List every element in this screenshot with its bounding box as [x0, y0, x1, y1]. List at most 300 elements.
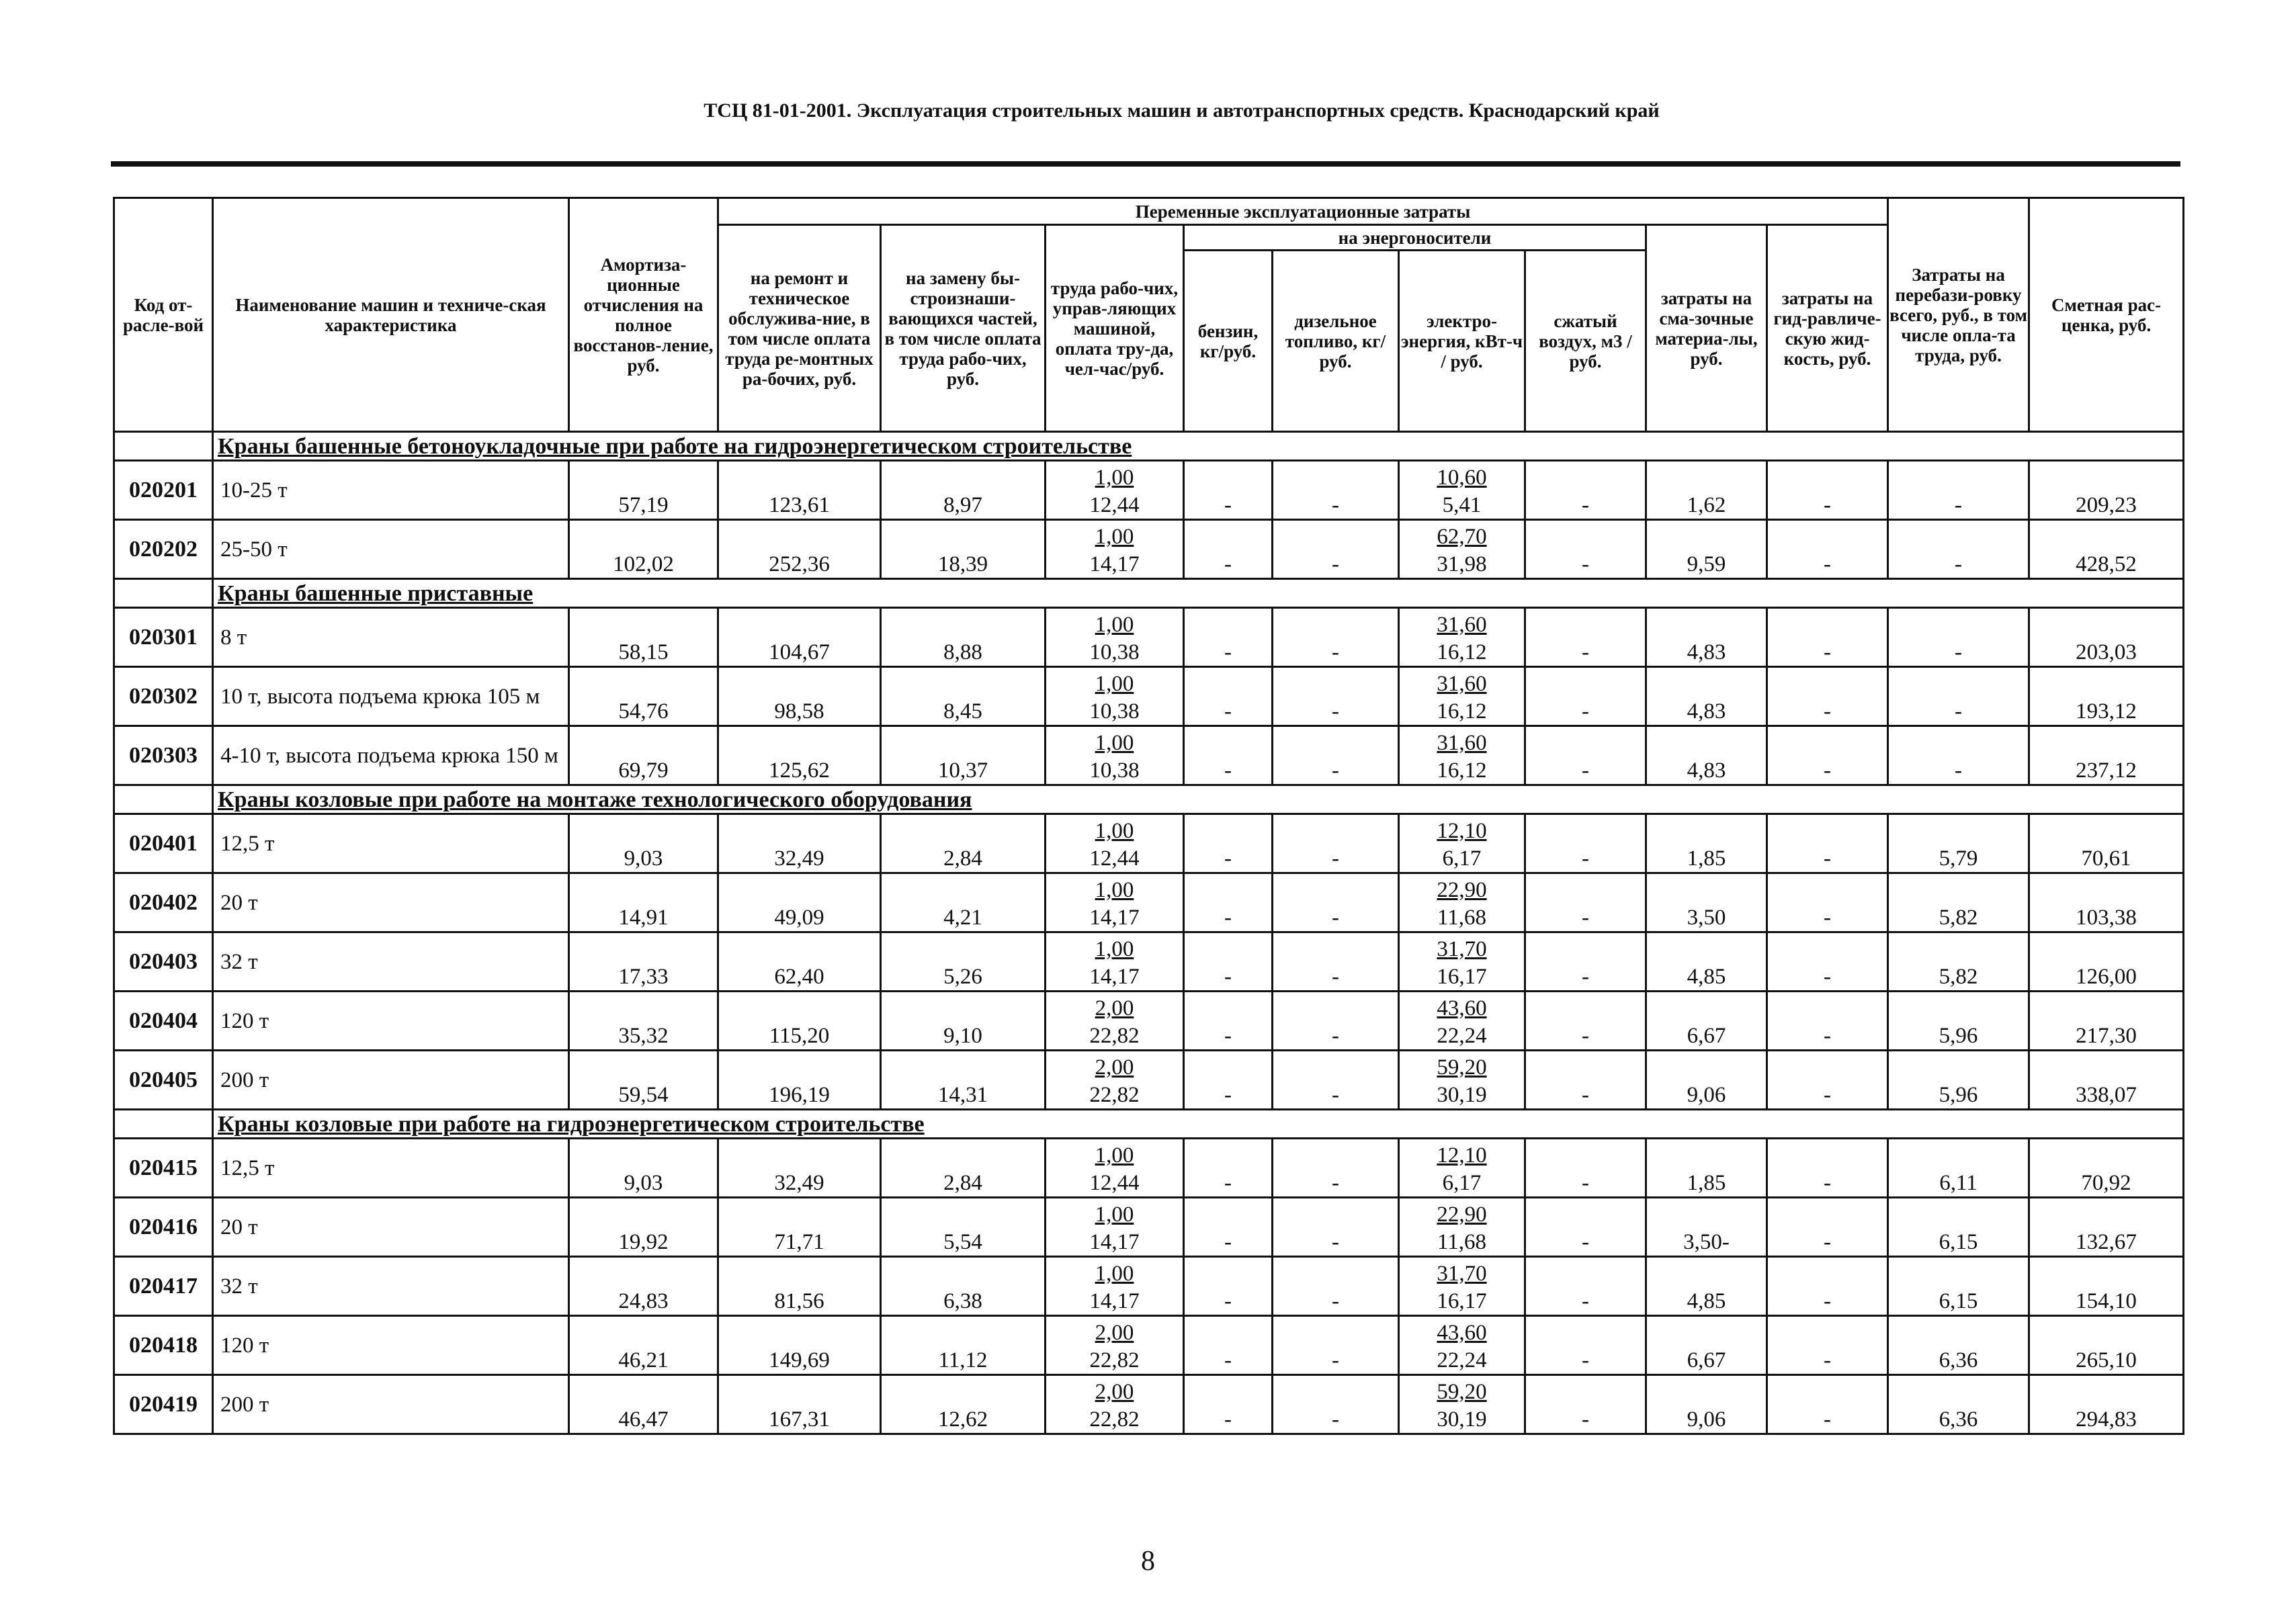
row-petrol: -	[1184, 992, 1273, 1051]
table-row	[114, 932, 2184, 992]
row-electric	[1399, 1139, 1525, 1198]
row-electric-bottom: 31,98	[1437, 552, 1487, 576]
row-name: 32 т	[213, 1257, 569, 1316]
row-name: 120 т	[213, 1316, 569, 1375]
row-hydraulic: -	[1767, 520, 1888, 579]
row-diesel: -	[1273, 1257, 1399, 1316]
row-amort: 46,21	[569, 1316, 718, 1375]
row-labor-bottom: 14,17	[1089, 1289, 1140, 1313]
row-code: 020419	[114, 1375, 213, 1434]
row-labor-top: 1,00	[1095, 672, 1134, 696]
section-row	[114, 579, 2184, 608]
row-petrol: -	[1184, 520, 1273, 579]
row-amort: 69,79	[569, 726, 718, 785]
row-amort: 54,76	[569, 667, 718, 726]
section-title-text: Краны башенные приставные	[218, 581, 534, 606]
row-wear: 4,21	[881, 873, 1046, 932]
section-code-blank	[114, 785, 213, 814]
row-labor	[1046, 932, 1184, 992]
row-name: 10 т, высота подъема крюка 105 м	[213, 667, 569, 726]
row-labor	[1046, 1375, 1184, 1434]
row-amort: 19,92	[569, 1198, 718, 1257]
row-labor	[1046, 726, 1184, 785]
row-electric	[1399, 1198, 1525, 1257]
row-labor-bottom: 22,82	[1089, 1407, 1140, 1432]
row-estimate: 209,23	[2029, 461, 2184, 520]
row-labor-top: 1,00	[1095, 525, 1134, 549]
row-diesel: -	[1273, 1139, 1399, 1198]
row-labor	[1046, 992, 1184, 1051]
row-labor-bottom: 12,44	[1089, 846, 1140, 871]
row-diesel: -	[1273, 992, 1399, 1051]
row-relocation: 5,82	[1888, 873, 2029, 932]
row-diesel: -	[1273, 461, 1399, 520]
row-labor-bottom: 14,17	[1089, 1230, 1140, 1254]
row-labor-top: 2,00	[1095, 1321, 1134, 1345]
row-lubricant: 3,50	[1646, 873, 1767, 932]
row-repair: 149,69	[718, 1316, 881, 1375]
row-hydraulic: -	[1767, 726, 1888, 785]
col-petrol-header: бензин, кг/руб.	[1184, 251, 1273, 432]
row-labor	[1046, 1257, 1184, 1316]
row-petrol: -	[1184, 814, 1273, 873]
row-electric-bottom: 11,68	[1437, 1230, 1487, 1254]
section-code-blank	[114, 1110, 213, 1139]
row-labor-bottom: 14,17	[1089, 552, 1140, 576]
row-relocation: -	[1888, 608, 2029, 667]
row-lubricant: 4,85	[1646, 932, 1767, 992]
row-name: 20 т	[213, 873, 569, 932]
row-lubricant: 1,85	[1646, 1139, 1767, 1198]
energy-header: на энергоносители	[1184, 225, 1646, 251]
row-code: 020201	[114, 461, 213, 520]
page-number: 8	[1141, 1546, 1155, 1577]
row-name: 200 т	[213, 1375, 569, 1434]
row-code: 020404	[114, 992, 213, 1051]
row-hydraulic: -	[1767, 1051, 1888, 1110]
row-lubricant: 4,83	[1646, 667, 1767, 726]
table-row	[114, 1198, 2184, 1257]
row-electric-top: 31,60	[1437, 672, 1487, 696]
row-name: 25-50 т	[213, 520, 569, 579]
row-electric-top: 22,90	[1437, 1202, 1487, 1227]
row-repair: 104,67	[718, 608, 881, 667]
row-labor-top: 1,00	[1095, 731, 1134, 755]
page-header-text: ТСЦ 81-01-2001. Эксплуатация строительных машин и автотранспортных средств. Краснодарский край	[704, 99, 1660, 122]
row-labor	[1046, 873, 1184, 932]
row-amort: 17,33	[569, 932, 718, 992]
row-petrol: -	[1184, 726, 1273, 785]
row-petrol: -	[1184, 608, 1273, 667]
row-labor	[1046, 1139, 1184, 1198]
row-labor-bottom: 12,44	[1089, 493, 1140, 517]
row-labor	[1046, 1316, 1184, 1375]
row-estimate: 126,00	[2029, 932, 2184, 992]
row-repair: 115,20	[718, 992, 881, 1051]
row-lubricant: 4,85	[1646, 1257, 1767, 1316]
row-amort: 24,83	[569, 1257, 718, 1316]
row-labor	[1046, 520, 1184, 579]
row-code: 020303	[114, 726, 213, 785]
row-hydraulic: -	[1767, 932, 1888, 992]
row-code: 020405	[114, 1051, 213, 1110]
row-estimate: 103,38	[2029, 873, 2184, 932]
row-electric	[1399, 1051, 1525, 1110]
row-air: -	[1525, 992, 1646, 1051]
row-estimate: 193,12	[2029, 667, 2184, 726]
row-petrol: -	[1184, 667, 1273, 726]
table-row	[114, 1316, 2184, 1375]
row-electric	[1399, 667, 1525, 726]
row-repair: 71,71	[718, 1198, 881, 1257]
row-labor-top: 1,00	[1095, 613, 1134, 637]
row-labor	[1046, 667, 1184, 726]
row-air: -	[1525, 667, 1646, 726]
col-diesel-header: дизельное топливо, кг/руб.	[1273, 251, 1399, 432]
row-air: -	[1525, 520, 1646, 579]
section-title-text: Краны козловые при работе на монтаже технологического оборудования	[218, 787, 972, 812]
table-row	[114, 873, 2184, 932]
row-estimate: 132,67	[2029, 1198, 2184, 1257]
section-title	[213, 579, 2184, 608]
col-labor-header: труда рабо-чих, управ-ляющих машиной, оплата тру-да, чел-час/руб.	[1046, 225, 1184, 432]
row-amort: 9,03	[569, 1139, 718, 1198]
row-air: -	[1525, 932, 1646, 992]
table-row	[114, 667, 2184, 726]
row-wear: 11,12	[881, 1316, 1046, 1375]
row-relocation: 5,96	[1888, 1051, 2029, 1110]
row-electric-bottom: 16,12	[1437, 699, 1487, 724]
row-hydraulic: -	[1767, 873, 1888, 932]
row-electric-bottom: 5,41	[1442, 493, 1482, 517]
section-title	[213, 1110, 2184, 1139]
table-body	[114, 432, 2184, 1434]
row-air: -	[1525, 814, 1646, 873]
row-electric-top: 43,60	[1437, 1321, 1487, 1345]
row-relocation: -	[1888, 667, 2029, 726]
row-electric-top: 31,70	[1437, 1262, 1487, 1286]
row-name: 120 т	[213, 992, 569, 1051]
row-electric	[1399, 1316, 1525, 1375]
table-row	[114, 726, 2184, 785]
row-amort: 9,03	[569, 814, 718, 873]
row-electric	[1399, 1375, 1525, 1434]
row-labor-bottom: 10,38	[1089, 699, 1140, 724]
row-relocation: 6,11	[1888, 1139, 2029, 1198]
row-relocation: 5,96	[1888, 992, 2029, 1051]
row-relocation: 6,15	[1888, 1257, 2029, 1316]
row-electric-bottom: 16,17	[1437, 1289, 1487, 1313]
row-electric-top: 10,60	[1437, 466, 1487, 490]
row-relocation: -	[1888, 726, 2029, 785]
row-labor-bottom: 22,82	[1089, 1024, 1140, 1048]
row-electric	[1399, 992, 1525, 1051]
row-wear: 9,10	[881, 992, 1046, 1051]
row-estimate: 338,07	[2029, 1051, 2184, 1110]
row-estimate: 217,30	[2029, 992, 2184, 1051]
row-code: 020418	[114, 1316, 213, 1375]
row-electric-bottom: 11,68	[1437, 906, 1487, 930]
row-lubricant: 9,59	[1646, 520, 1767, 579]
col-estimate-header: Сметная рас-ценка, руб.	[2029, 198, 2184, 432]
row-hydraulic: -	[1767, 814, 1888, 873]
row-hydraulic: -	[1767, 608, 1888, 667]
row-amort: 102,02	[569, 520, 718, 579]
row-electric-top: 62,70	[1437, 525, 1487, 549]
row-labor-top: 1,00	[1095, 937, 1134, 961]
row-estimate: 70,92	[2029, 1139, 2184, 1198]
row-electric-top: 31,70	[1437, 937, 1487, 961]
row-electric-bottom: 16,12	[1437, 758, 1487, 783]
row-electric-top: 12,10	[1437, 1143, 1487, 1168]
row-petrol: -	[1184, 1051, 1273, 1110]
col-relocation-header: Затраты на перебази-ровку всего, руб., в том числе опла-та труда, руб.	[1888, 198, 2029, 432]
row-electric-top: 43,60	[1437, 996, 1487, 1020]
section-row	[114, 785, 2184, 814]
row-labor-top: 2,00	[1095, 996, 1134, 1020]
col-repair-header: на ремонт и техническое обслужива-ние, в том числе оплата труда ре-монтных ра-бочих, руб.	[718, 225, 881, 432]
section-code-blank	[114, 579, 213, 608]
row-labor-bottom: 22,82	[1089, 1348, 1140, 1372]
row-air: -	[1525, 1316, 1646, 1375]
row-air: -	[1525, 726, 1646, 785]
row-relocation: -	[1888, 520, 2029, 579]
row-code: 020202	[114, 520, 213, 579]
row-name: 20 т	[213, 1198, 569, 1257]
row-code: 020401	[114, 814, 213, 873]
table-row	[114, 461, 2184, 520]
row-labor-top: 1,00	[1095, 819, 1134, 843]
row-petrol: -	[1184, 1375, 1273, 1434]
row-name: 200 т	[213, 1051, 569, 1110]
row-hydraulic: -	[1767, 1198, 1888, 1257]
table-row	[114, 1139, 2184, 1198]
section-title	[213, 785, 2184, 814]
row-diesel: -	[1273, 1051, 1399, 1110]
row-labor-bottom: 14,17	[1089, 906, 1140, 930]
row-petrol: -	[1184, 873, 1273, 932]
row-amort: 59,54	[569, 1051, 718, 1110]
section-row	[114, 432, 2184, 461]
row-lubricant: 6,67	[1646, 992, 1767, 1051]
row-labor-bottom: 10,38	[1089, 758, 1140, 783]
row-petrol: -	[1184, 1257, 1273, 1316]
table-row	[114, 608, 2184, 667]
section-code-blank	[114, 432, 213, 461]
row-wear: 2,84	[881, 1139, 1046, 1198]
row-labor-bottom: 10,38	[1089, 640, 1140, 664]
row-labor-bottom: 22,82	[1089, 1083, 1140, 1107]
row-petrol: -	[1184, 1139, 1273, 1198]
row-code: 020415	[114, 1139, 213, 1198]
row-repair: 167,31	[718, 1375, 881, 1434]
row-electric-bottom: 22,24	[1437, 1024, 1487, 1048]
row-labor-top: 2,00	[1095, 1055, 1134, 1080]
row-name: 8 т	[213, 608, 569, 667]
row-electric-top: 59,20	[1437, 1380, 1487, 1404]
row-amort: 14,91	[569, 873, 718, 932]
row-air: -	[1525, 1375, 1646, 1434]
row-wear: 5,26	[881, 932, 1046, 992]
row-lubricant: 9,06	[1646, 1051, 1767, 1110]
section-title-text: Краны башенные бетоноукладочные при работе на гидроэнергетическом строительстве	[218, 434, 1132, 459]
row-wear: 6,38	[881, 1257, 1046, 1316]
table-row	[114, 520, 2184, 579]
row-relocation: 5,79	[1888, 814, 2029, 873]
row-electric-bottom: 22,24	[1437, 1348, 1487, 1372]
row-hydraulic: -	[1767, 1316, 1888, 1375]
row-electric	[1399, 814, 1525, 873]
row-relocation: -	[1888, 461, 2029, 520]
row-diesel: -	[1273, 1198, 1399, 1257]
row-labor-top: 1,00	[1095, 1202, 1134, 1227]
row-labor	[1046, 608, 1184, 667]
row-wear: 14,31	[881, 1051, 1046, 1110]
row-electric-top: 59,20	[1437, 1055, 1487, 1080]
row-repair: 49,09	[718, 873, 881, 932]
col-name-header: Наименование машин и техниче-ская характеристика	[213, 198, 569, 432]
col-electric-header: электро-энергия, кВт-ч / руб.	[1399, 251, 1525, 432]
row-repair: 98,58	[718, 667, 881, 726]
row-labor-top: 1,00	[1095, 1262, 1134, 1286]
row-electric	[1399, 608, 1525, 667]
row-estimate: 265,10	[2029, 1316, 2184, 1375]
row-diesel: -	[1273, 814, 1399, 873]
row-estimate: 70,61	[2029, 814, 2184, 873]
row-labor	[1046, 1198, 1184, 1257]
row-code: 020416	[114, 1198, 213, 1257]
row-electric	[1399, 1257, 1525, 1316]
row-diesel: -	[1273, 932, 1399, 992]
row-electric-top: 22,90	[1437, 878, 1487, 902]
row-labor	[1046, 814, 1184, 873]
row-name: 10-25 т	[213, 461, 569, 520]
col-amort-header: Амортиза-ционные отчисления на полное восстанов-ление, руб.	[569, 198, 718, 432]
row-repair: 32,49	[718, 814, 881, 873]
row-air: -	[1525, 873, 1646, 932]
row-electric-bottom: 30,19	[1437, 1407, 1487, 1432]
row-hydraulic: -	[1767, 667, 1888, 726]
row-electric-top: 31,60	[1437, 613, 1487, 637]
row-electric-bottom: 30,19	[1437, 1083, 1487, 1107]
row-amort: 46,47	[569, 1375, 718, 1434]
row-code: 020301	[114, 608, 213, 667]
row-estimate: 237,12	[2029, 726, 2184, 785]
table-row	[114, 1051, 2184, 1110]
row-diesel: -	[1273, 726, 1399, 785]
header-rule	[111, 161, 2180, 167]
row-petrol: -	[1184, 461, 1273, 520]
row-code: 020402	[114, 873, 213, 932]
row-wear: 18,39	[881, 520, 1046, 579]
row-hydraulic: -	[1767, 1139, 1888, 1198]
row-estimate: 428,52	[2029, 520, 2184, 579]
row-wear: 5,54	[881, 1198, 1046, 1257]
row-electric-bottom: 16,12	[1437, 640, 1487, 664]
row-labor-top: 1,00	[1095, 1143, 1134, 1168]
row-electric-bottom: 16,17	[1437, 965, 1487, 989]
row-labor-top: 2,00	[1095, 1380, 1134, 1404]
row-air: -	[1525, 1139, 1646, 1198]
col-air-header: сжатый воздух, м3 / руб.	[1525, 251, 1646, 432]
table-row	[114, 992, 2184, 1051]
row-electric-top: 12,10	[1437, 819, 1487, 843]
row-electric-bottom: 6,17	[1442, 846, 1482, 871]
rates-table	[113, 197, 2184, 1435]
row-repair: 81,56	[718, 1257, 881, 1316]
row-code: 020302	[114, 667, 213, 726]
section-row	[114, 1110, 2184, 1139]
row-lubricant: 1,62	[1646, 461, 1767, 520]
section-title	[213, 432, 2184, 461]
row-wear: 8,88	[881, 608, 1046, 667]
row-repair: 32,49	[718, 1139, 881, 1198]
row-relocation: 5,82	[1888, 932, 2029, 992]
row-lubricant: 3,50-	[1646, 1198, 1767, 1257]
row-labor	[1046, 461, 1184, 520]
row-amort: 35,32	[569, 992, 718, 1051]
row-estimate: 154,10	[2029, 1257, 2184, 1316]
row-petrol: -	[1184, 1198, 1273, 1257]
row-diesel: -	[1273, 1375, 1399, 1434]
row-air: -	[1525, 1051, 1646, 1110]
row-electric	[1399, 932, 1525, 992]
row-diesel: -	[1273, 667, 1399, 726]
row-code: 020417	[114, 1257, 213, 1316]
row-petrol: -	[1184, 932, 1273, 992]
row-name: 4-10 т, высота подъема крюка 150 м	[213, 726, 569, 785]
row-estimate: 294,83	[2029, 1375, 2184, 1434]
row-repair: 125,62	[718, 726, 881, 785]
row-electric	[1399, 873, 1525, 932]
row-name: 12,5 т	[213, 1139, 569, 1198]
row-lubricant: 4,83	[1646, 608, 1767, 667]
row-repair: 62,40	[718, 932, 881, 992]
row-diesel: -	[1273, 1316, 1399, 1375]
variable-costs-header: Переменные эксплуатационные затраты	[718, 198, 1888, 225]
table-row	[114, 814, 2184, 873]
row-amort: 58,15	[569, 608, 718, 667]
page-header	[0, 99, 2296, 122]
row-air: -	[1525, 1198, 1646, 1257]
row-name: 12,5 т	[213, 814, 569, 873]
row-lubricant: 9,06	[1646, 1375, 1767, 1434]
row-repair: 123,61	[718, 461, 881, 520]
row-air: -	[1525, 608, 1646, 667]
table-row	[114, 1257, 2184, 1316]
col-hydraulic-header: затраты на гид-равличе-скую жид-кость, руб.	[1767, 225, 1888, 432]
row-hydraulic: -	[1767, 461, 1888, 520]
section-title-text: Краны козловые при работе на гидроэнергетическом строительстве	[218, 1112, 925, 1137]
row-labor-top: 1,00	[1095, 466, 1134, 490]
row-wear: 8,45	[881, 667, 1046, 726]
row-repair: 252,36	[718, 520, 881, 579]
row-wear: 8,97	[881, 461, 1046, 520]
row-amort: 57,19	[569, 461, 718, 520]
col-wear-header: на замену бы-строизнаши-вающихся частей, в том числе оплата труда рабо-чих, руб.	[881, 225, 1046, 432]
row-labor	[1046, 1051, 1184, 1110]
row-hydraulic: -	[1767, 1375, 1888, 1434]
row-labor-top: 1,00	[1095, 878, 1134, 902]
row-code: 020403	[114, 932, 213, 992]
row-labor-bottom: 12,44	[1089, 1171, 1140, 1195]
row-relocation: 6,36	[1888, 1375, 2029, 1434]
row-wear: 2,84	[881, 814, 1046, 873]
row-diesel: -	[1273, 520, 1399, 579]
row-estimate: 203,03	[2029, 608, 2184, 667]
row-relocation: 6,36	[1888, 1316, 2029, 1375]
row-lubricant: 6,67	[1646, 1316, 1767, 1375]
